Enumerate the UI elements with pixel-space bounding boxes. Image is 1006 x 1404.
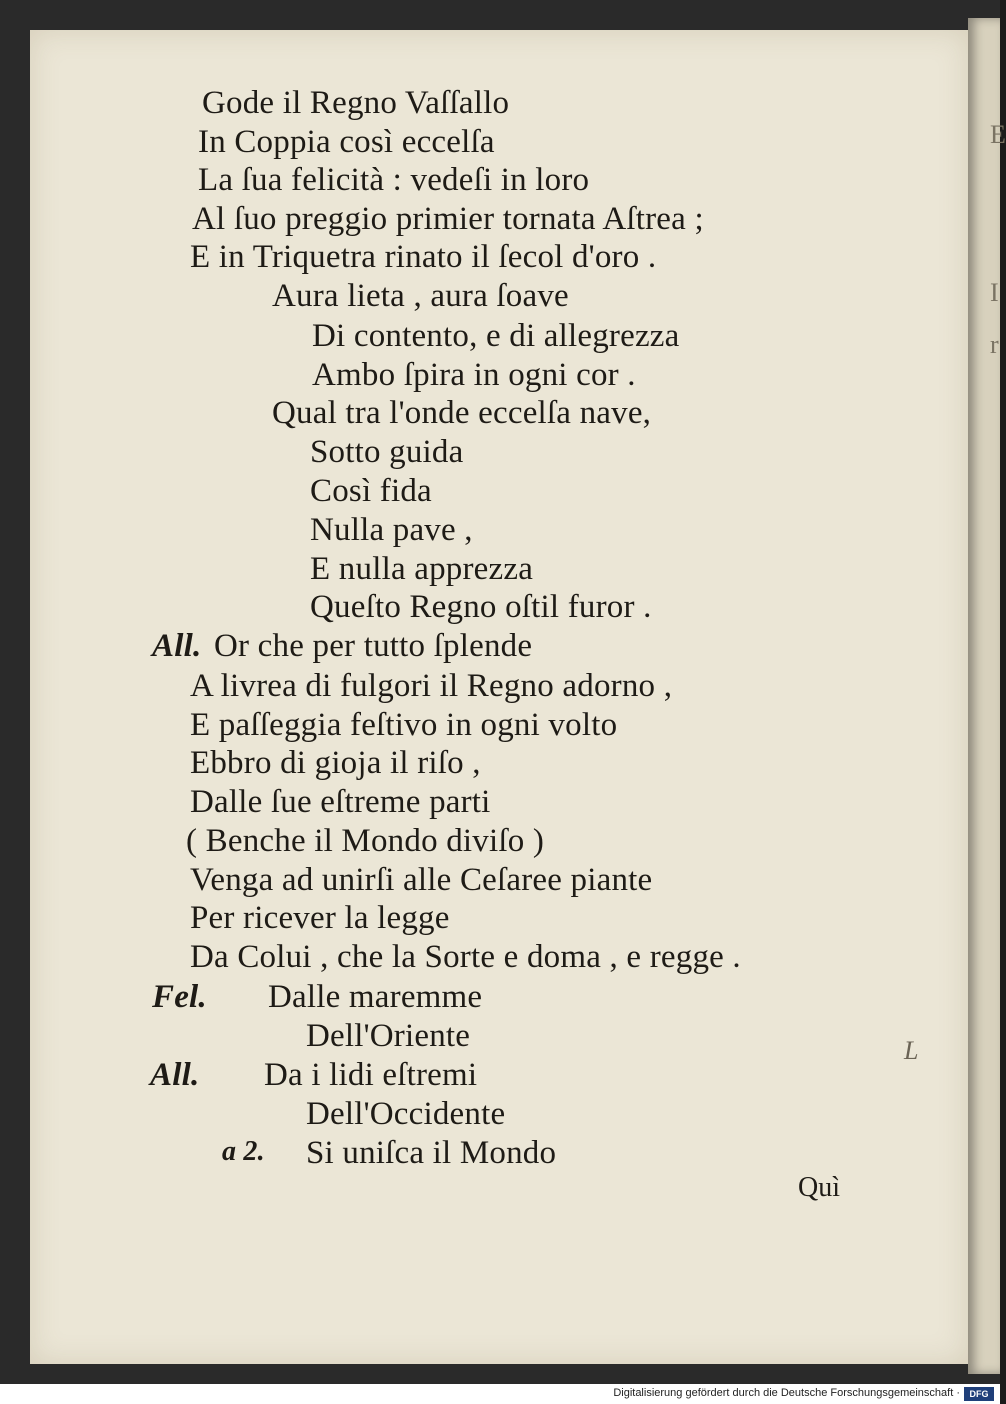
verse-line: E in Triquetra rinato il ſecol d'oro .: [190, 239, 657, 275]
facing-page-letter: r: [990, 330, 999, 359]
facing-page-letter: I: [990, 278, 999, 307]
facing-page-letter: E: [990, 120, 1006, 149]
verse-line: E paſſeggia feſtivo in ogni volto: [190, 707, 618, 743]
catchword: Quì: [798, 1172, 840, 1203]
margin-mark: L: [904, 1036, 919, 1065]
speaker-label: Fel.: [152, 979, 207, 1015]
verse-line: Gode il Regno Vaſſallo: [202, 85, 510, 121]
verse-line: A livrea di fulgori il Regno adorno ,: [190, 668, 673, 704]
verse-line: Dalle maremme: [268, 979, 483, 1015]
verse-line: ( Benche il Mondo diviſo ): [186, 823, 545, 859]
verse-line: Sotto guida: [310, 434, 464, 470]
verse-line: In Coppia così eccelſa: [198, 124, 495, 160]
verse-line: Per ricever la legge: [190, 900, 450, 936]
verse-line: Queſto Regno oſtil furor .: [310, 589, 652, 625]
footer-bar: [0, 1384, 1000, 1404]
verse-line: Al ſuo preggio primier tornata Aſtrea ;: [192, 201, 704, 237]
verse-line: Di contento, e di allegrezza: [312, 318, 680, 354]
speaker-label: All.: [150, 1057, 200, 1093]
verse-line: Dalle ſue eſtreme parti: [190, 784, 491, 820]
speaker-label: a 2.: [222, 1136, 265, 1167]
verse-line: Or che per tutto ſplende: [214, 628, 533, 664]
verse-line: Ebbro di gioja il riſo ,: [190, 745, 481, 781]
verse-line: Aura lieta , aura ſoave: [272, 278, 569, 314]
verse-line: Da Colui , che la Sorte e doma , e regge .: [190, 939, 741, 975]
verse-line: Dell'Occidente: [306, 1096, 506, 1132]
verse-line: Venga ad unirſi alle Ceſaree piante: [190, 862, 653, 898]
verse-line: Ambo ſpira in ogni cor .: [312, 357, 636, 393]
verse-line: Dell'Oriente: [306, 1018, 471, 1054]
verse-line: E nulla apprezza: [310, 551, 534, 587]
verse-line: La ſua felicità : vedeſi in loro: [198, 162, 590, 198]
speaker-label: All.: [152, 628, 202, 664]
verse-line: Nulla pave ,: [310, 512, 473, 548]
verse-line: Da i lidi eſtremi: [264, 1057, 478, 1093]
verse-line: Così fida: [310, 473, 432, 509]
funding-credit: Digitalisierung gefördert durch die Deutsche Forschungsgemeinschaft ·: [613, 1387, 960, 1399]
facing-page-edge: [968, 18, 1000, 1374]
dfg-logo: DFG: [964, 1387, 994, 1401]
verse-line: Qual tra l'onde eccelſa nave,: [272, 395, 652, 431]
verse-line: Si uniſca il Mondo: [306, 1135, 557, 1171]
